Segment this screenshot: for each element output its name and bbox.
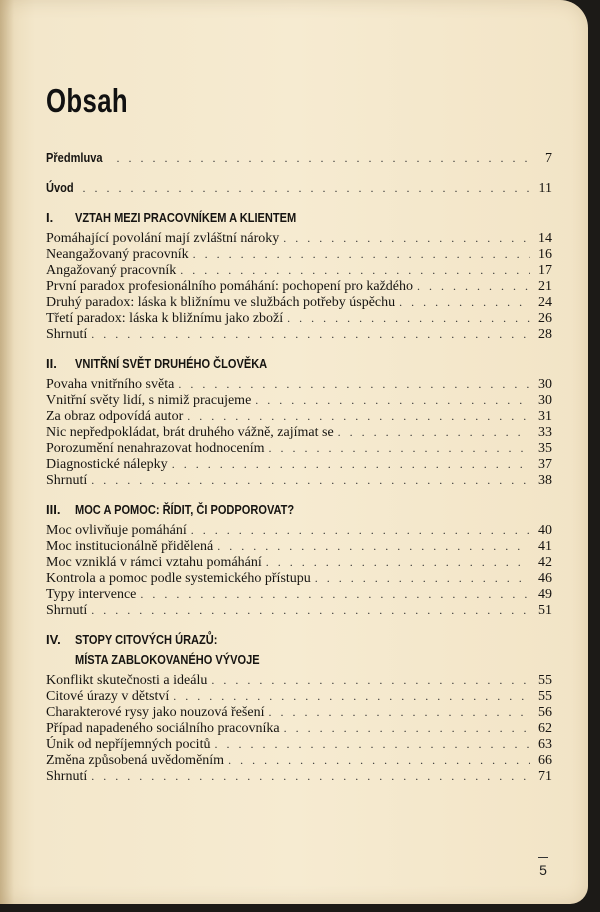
toc-entry-label: Konflikt skutečnosti a ideálu xyxy=(46,673,208,688)
toc-entry-label: Diagnostické nálepky xyxy=(46,457,168,472)
toc-entry-page: 30 xyxy=(538,393,552,408)
toc-entry xyxy=(46,262,552,278)
toc-entry-label: První paradox profesionálního pomáhání: pochopení pro každého xyxy=(46,279,414,294)
leader-dots xyxy=(283,230,530,246)
toc-entry-page: 11 xyxy=(538,181,552,196)
toc-entry-page: 62 xyxy=(538,721,552,736)
toc-entry-label: Pomáhající povolání mají zvláštní nároky xyxy=(46,231,280,246)
section-heading-text: MOC A POMOC: ŘÍDIT, ČI PODPOROVAT? xyxy=(75,502,295,517)
leader-dots xyxy=(217,538,530,554)
leader-dots xyxy=(268,440,530,456)
toc-entry xyxy=(46,392,552,408)
toc-entry-page: 66 xyxy=(538,753,552,768)
toc-entry-page: 63 xyxy=(538,737,552,752)
toc-entry xyxy=(46,704,552,720)
toc-entry-page: 16 xyxy=(538,247,552,262)
toc-entry-page: 26 xyxy=(538,311,552,326)
toc-entry-page: 21 xyxy=(538,279,552,294)
section-heading-text: STOPY CITOVÝCH ÚRAZŮ: xyxy=(75,632,218,647)
page-spine-shadow xyxy=(0,0,14,904)
toc-entry-page: 24 xyxy=(538,295,552,310)
toc-entry-label: Moc ovlivňuje pomáhání xyxy=(46,523,187,538)
toc-entry xyxy=(46,278,552,294)
toc-entry xyxy=(46,752,552,768)
toc-entry-page: 40 xyxy=(538,523,552,538)
toc-entry-label: Třetí paradox: láska k bližnímu jako zboží xyxy=(46,311,284,326)
leader-dots xyxy=(255,392,530,408)
toc-entry xyxy=(46,672,552,688)
toc-section xyxy=(46,502,552,618)
toc-section xyxy=(46,210,552,342)
toc-entry-page: 71 xyxy=(538,769,552,784)
toc-entry-label: Charakterové rysy jako nouzová řešení xyxy=(46,705,265,720)
toc-entry-label: Za obraz odpovídá autor xyxy=(46,409,184,424)
toc-entry xyxy=(46,246,552,262)
toc-entry-label: Moc vzniklá v rámci vztahu pomáhání xyxy=(46,555,262,570)
table-of-contents xyxy=(46,150,552,798)
section-heading-text: MÍSTA ZABLOKOVANÉHO VÝVOJE xyxy=(75,652,260,667)
leader-dots xyxy=(266,554,530,570)
leader-dots xyxy=(116,150,530,166)
page-title: Obsah xyxy=(46,82,129,119)
toc-entry-label: Porozumění nenahrazovat hodnocením xyxy=(46,441,265,456)
page-number-value: 5 xyxy=(539,862,547,878)
toc-entry-label: Shrnutí xyxy=(46,769,88,784)
toc-entry xyxy=(46,230,552,246)
toc-entry-label: Předmluva xyxy=(46,150,103,165)
section-heading xyxy=(46,632,552,648)
toc-entry-label: Úvod xyxy=(46,180,74,195)
toc-entry-page: 49 xyxy=(538,587,552,602)
section-numeral: I. xyxy=(46,210,54,225)
leader-dots xyxy=(268,704,530,720)
leader-dots xyxy=(193,246,530,262)
toc-entry-label: Povaha vnitřního světa xyxy=(46,377,175,392)
toc-entry-label: Druhý paradox: láska k bližnímu ve službách potřeby úspěchu xyxy=(46,295,396,310)
section-heading xyxy=(46,502,552,518)
leader-dots xyxy=(214,736,530,752)
leader-dots xyxy=(178,376,530,392)
toc-entry-page: 38 xyxy=(538,473,552,488)
toc-entry-preface xyxy=(46,150,552,166)
toc-entry-page: 56 xyxy=(538,705,552,720)
toc-section xyxy=(46,632,552,784)
toc-entry xyxy=(46,570,552,586)
toc-entry xyxy=(46,522,552,538)
page-number-rule xyxy=(538,857,548,858)
leader-dots xyxy=(91,472,530,488)
leader-dots xyxy=(140,586,530,602)
leader-dots xyxy=(180,262,530,278)
toc-entry xyxy=(46,424,552,440)
toc-entry-page: 7 xyxy=(545,151,552,166)
toc-entry-page: 51 xyxy=(538,603,552,618)
toc-entry-label: Angažovaný pracovník xyxy=(46,263,177,278)
toc-entry-page: 28 xyxy=(538,327,552,342)
toc-entry-page: 41 xyxy=(538,539,552,554)
toc-entry-page: 55 xyxy=(538,689,552,704)
leader-dots xyxy=(287,310,530,326)
toc-entry-page: 35 xyxy=(538,441,552,456)
toc-entry-label: Typy intervence xyxy=(46,587,137,602)
leader-dots xyxy=(172,456,530,472)
section-heading-text: VZTAH MEZI PRACOVNÍKEM A KLIENTEM xyxy=(75,210,297,225)
toc-entry xyxy=(46,720,552,736)
leader-dots xyxy=(284,720,530,736)
toc-entry xyxy=(46,294,552,310)
toc-entry-label: Shrnutí xyxy=(46,473,88,488)
toc-entry xyxy=(46,554,552,570)
leader-dots xyxy=(91,602,530,618)
toc-entry xyxy=(46,472,552,488)
toc-entry-label: Kontrola a pomoc podle systemického přístupu xyxy=(46,571,311,586)
toc-entry xyxy=(46,376,552,392)
leader-dots xyxy=(83,180,531,196)
toc-entry xyxy=(46,602,552,618)
toc-entry-label: Nic nepředpokládat, brát druhého vážně, zajímat se xyxy=(46,425,334,440)
toc-entry-label: Shrnutí xyxy=(46,603,88,618)
toc-entry xyxy=(46,326,552,342)
section-heading xyxy=(46,210,552,226)
toc-entry-page: 14 xyxy=(538,231,552,246)
section-numeral: III. xyxy=(46,502,61,517)
leader-dots xyxy=(91,768,530,784)
leader-dots xyxy=(211,672,530,688)
toc-entry xyxy=(46,310,552,326)
section-heading-text: VNITŘNÍ SVĚT DRUHÉHO ČLOVĚKA xyxy=(75,356,268,371)
page-number xyxy=(535,857,551,878)
toc-entry-label: Únik od nepříjemných pocitů xyxy=(46,737,211,752)
leader-dots xyxy=(173,688,530,704)
toc-entry xyxy=(46,736,552,752)
toc-entry-page: 55 xyxy=(538,673,552,688)
leader-dots xyxy=(399,294,530,310)
toc-entry-page: 33 xyxy=(538,425,552,440)
leader-dots xyxy=(228,752,530,768)
section-numeral: II. xyxy=(46,356,57,371)
leader-dots xyxy=(187,408,530,424)
toc-entry-page: 17 xyxy=(538,263,552,278)
toc-section xyxy=(46,356,552,488)
toc-entry xyxy=(46,688,552,704)
leader-dots xyxy=(315,570,530,586)
section-numeral xyxy=(46,652,75,668)
toc-entry-label: Změna způsobená uvědoměním xyxy=(46,753,225,768)
toc-entry-page: 42 xyxy=(538,555,552,570)
toc-entry-page: 30 xyxy=(538,377,552,392)
toc-entry-label: Neangažovaný pracovník xyxy=(46,247,189,262)
toc-entry-page: 37 xyxy=(538,457,552,472)
leader-dots xyxy=(191,522,530,538)
section-heading xyxy=(46,356,552,372)
section-numeral: IV. xyxy=(46,632,61,647)
toc-entry xyxy=(46,586,552,602)
toc-entry-page: 46 xyxy=(538,571,552,586)
toc-entry xyxy=(46,408,552,424)
toc-entry-label: Moc institucionálně přidělená xyxy=(46,539,214,554)
toc-entry-label: Shrnutí xyxy=(46,327,88,342)
toc-entry-label: Vnitřní světy lidí, s nimiž pracujeme xyxy=(46,393,252,408)
toc-entry-introduction xyxy=(46,180,552,196)
toc-entry xyxy=(46,456,552,472)
leader-dots xyxy=(91,326,530,342)
toc-entry-page: 31 xyxy=(538,409,552,424)
toc-entry xyxy=(46,538,552,554)
section-heading xyxy=(46,652,552,668)
leader-dots xyxy=(338,424,530,440)
toc-entry-label: Případ napadeného sociálního pracovníka xyxy=(46,721,280,736)
toc-entry xyxy=(46,768,552,784)
leader-dots xyxy=(417,278,530,294)
toc-entry xyxy=(46,440,552,456)
toc-entry-label: Citové úrazy v dětství xyxy=(46,689,170,704)
